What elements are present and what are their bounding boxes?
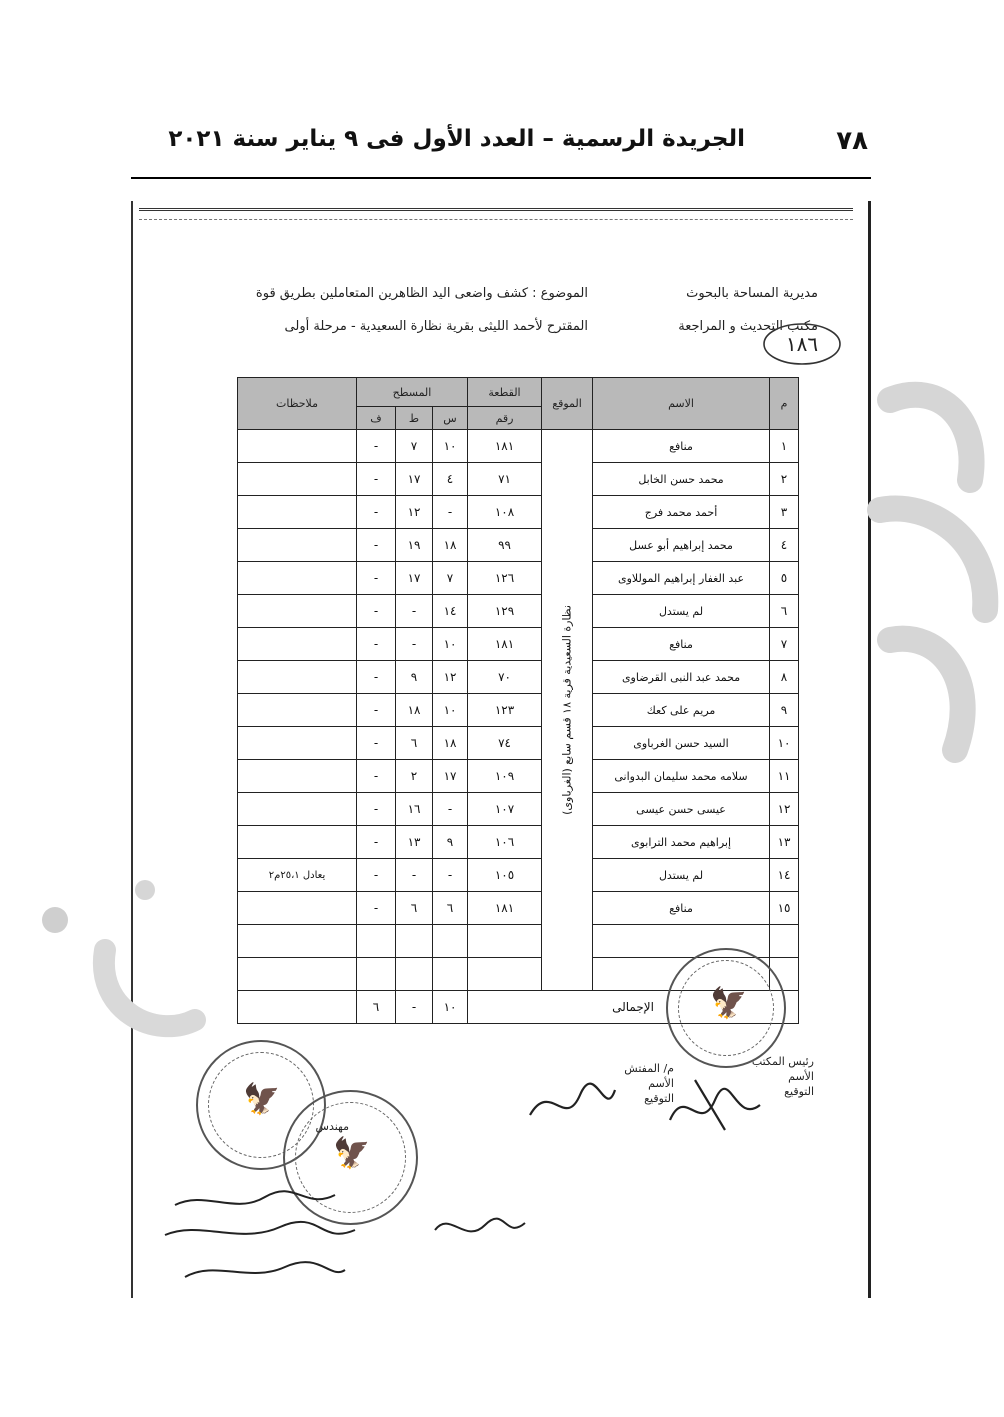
row-note xyxy=(238,892,357,925)
row-area-t: ٢ xyxy=(396,760,433,793)
eagle-emblem-icon: 🦅 xyxy=(710,986,748,1021)
header-no: م xyxy=(770,378,799,430)
handwritten-signature xyxy=(145,1185,545,1295)
row-number: ٦ xyxy=(770,595,799,628)
row-area-f: - xyxy=(357,628,396,661)
row-area-s: ١٧ xyxy=(433,760,468,793)
header-site: الموقع xyxy=(542,378,593,430)
watermark xyxy=(860,360,1004,780)
row-note xyxy=(238,529,357,562)
row-note xyxy=(238,727,357,760)
header-plot: القطعة xyxy=(468,378,542,407)
row-plot: ١٠٩ xyxy=(468,760,542,793)
row-area-s: ٧ xyxy=(433,562,468,595)
handwritten-signature xyxy=(520,1060,780,1140)
row-area-s: - xyxy=(433,859,468,892)
row-area-s: ٦ xyxy=(433,892,468,925)
header-notes: ملاحظات xyxy=(238,378,357,430)
page-number: ٧٨ xyxy=(836,126,868,156)
row-area-s: ١٨ xyxy=(433,529,468,562)
row-plot: ١٠٦ xyxy=(468,826,542,859)
row-area-s: ١٤ xyxy=(433,595,468,628)
row-number: ٨ xyxy=(770,661,799,694)
row-name: أحمد محمد فرج xyxy=(593,496,770,529)
table-row xyxy=(238,628,799,661)
row-name: محمد عبد النبى القرضاوى xyxy=(593,661,770,694)
eagle-emblem-icon: 🦅 xyxy=(243,1082,281,1117)
row-area-t: ١٩ xyxy=(396,529,433,562)
gazette-title: الجريدة الرسمية – العدد الأول فى ٩ يناير سنة ٢٠٢١ xyxy=(168,126,745,152)
row-area-t: ١٣ xyxy=(396,826,433,859)
header-area-f: ف xyxy=(357,407,396,430)
row-note xyxy=(238,760,357,793)
row-number: ٤ xyxy=(770,529,799,562)
row-area-s: ١٠ xyxy=(433,430,468,463)
row-area-f: - xyxy=(357,826,396,859)
row-number: ٢ xyxy=(770,463,799,496)
row-plot: ١٠٧ xyxy=(468,793,542,826)
row-area-t: ٦ xyxy=(396,727,433,760)
table-row xyxy=(238,463,799,496)
row-area-t: ٩ xyxy=(396,661,433,694)
row-note xyxy=(238,958,357,991)
total-area-t: - xyxy=(396,991,433,1024)
row-plot xyxy=(468,958,542,991)
row-area-f: - xyxy=(357,760,396,793)
row-area-s: ١٢ xyxy=(433,661,468,694)
table-row xyxy=(238,760,799,793)
row-area-t: - xyxy=(396,859,433,892)
row-area-s xyxy=(433,958,468,991)
row-plot: ٧٠ xyxy=(468,661,542,694)
scanned-document-border xyxy=(139,208,853,220)
header-area-t: ط xyxy=(396,407,433,430)
row-note: يعادل ٢٥،١م٢ xyxy=(238,859,357,892)
total-area-f: ٦ xyxy=(357,991,396,1024)
table-row xyxy=(238,727,799,760)
row-area-f: - xyxy=(357,694,396,727)
row-name: عبد الغفار إبراهيم الموللاوى xyxy=(593,562,770,595)
row-area-f xyxy=(357,925,396,958)
row-name: عيسى حسن عيسى xyxy=(593,793,770,826)
table-row xyxy=(238,661,799,694)
row-name: منافع xyxy=(593,892,770,925)
row-name: محمد إبراهيم أبو عسل xyxy=(593,529,770,562)
row-area-f xyxy=(357,958,396,991)
row-name: منافع xyxy=(593,430,770,463)
row-name: مريم على كعك xyxy=(593,694,770,727)
eagle-emblem-icon: 🦅 xyxy=(333,1136,371,1171)
row-area-s: ٩ xyxy=(433,826,468,859)
row-plot: ١٨١ xyxy=(468,892,542,925)
row-area-s: ٤ xyxy=(433,463,468,496)
row-area-f: - xyxy=(357,859,396,892)
row-plot: ٧١ xyxy=(468,463,542,496)
row-note xyxy=(238,793,357,826)
directorate-label: مديرية المساحة بالبحوث xyxy=(686,286,818,301)
row-note xyxy=(238,595,357,628)
row-name: لم يستدل xyxy=(593,859,770,892)
handwritten-number xyxy=(760,318,844,368)
proposal-line: المقترح لأحمد الليثى بقرية نظارة السعيدية - مرحلة أولى xyxy=(284,319,588,334)
header-area: المسطح xyxy=(357,378,468,407)
header-name: الاسم xyxy=(593,378,770,430)
row-note xyxy=(238,694,357,727)
row-area-t xyxy=(396,958,433,991)
row-area-s: - xyxy=(433,496,468,529)
row-plot: ١٠٥ xyxy=(468,859,542,892)
row-number: ٥ xyxy=(770,562,799,595)
register-table xyxy=(237,377,799,1024)
site-cell xyxy=(542,430,593,991)
row-number: ١٤ xyxy=(770,859,799,892)
row-area-s: ١٨ xyxy=(433,727,468,760)
row-number xyxy=(770,925,799,958)
row-area-f: - xyxy=(357,463,396,496)
row-note xyxy=(238,661,357,694)
row-area-f: - xyxy=(357,727,396,760)
row-number: ٩ xyxy=(770,694,799,727)
signature-block-chief: رئيس المكتب الأسم التوقيع xyxy=(751,1055,814,1098)
table-row xyxy=(238,694,799,727)
row-note xyxy=(238,496,357,529)
row-plot: ١٨١ xyxy=(468,628,542,661)
table-row xyxy=(238,859,799,892)
table-row xyxy=(238,892,799,925)
total-note xyxy=(238,991,357,1024)
header-plot-number: رقم xyxy=(468,407,542,430)
row-plot: ٩٩ xyxy=(468,529,542,562)
total-label: الإجمالى xyxy=(468,991,799,1024)
row-number: ١٣ xyxy=(770,826,799,859)
row-number: ١٥ xyxy=(770,892,799,925)
row-plot: ١٢٦ xyxy=(468,562,542,595)
row-area-f: - xyxy=(357,430,396,463)
row-plot: ١٠٨ xyxy=(468,496,542,529)
row-number: ١١ xyxy=(770,760,799,793)
row-area-s: - xyxy=(433,793,468,826)
row-plot: ١٨١ xyxy=(468,430,542,463)
table-row xyxy=(238,595,799,628)
subject-line: الموضوع : كشف واضعى اليد الظاهرين المتعاملين بطريق قوة xyxy=(255,286,588,301)
row-plot: ١٢٩ xyxy=(468,595,542,628)
row-area-f: - xyxy=(357,562,396,595)
row-area-f: - xyxy=(357,595,396,628)
row-number: ١ xyxy=(770,430,799,463)
table-row xyxy=(238,826,799,859)
row-area-f: - xyxy=(357,496,396,529)
row-area-s xyxy=(433,925,468,958)
handwritten-number-text: ١٨٦ xyxy=(785,332,819,356)
row-plot: ٧٤ xyxy=(468,727,542,760)
table-row xyxy=(238,793,799,826)
table-row xyxy=(238,529,799,562)
row-area-t xyxy=(396,925,433,958)
row-area-t: ١٨ xyxy=(396,694,433,727)
row-name: إبراهيم محمد الترابوى xyxy=(593,826,770,859)
site-vertical-text: نظارة السعيدية قرية ١٨ قسم سابع (الغرباوى) xyxy=(560,605,574,815)
table-row xyxy=(238,430,799,463)
watermark xyxy=(25,780,225,1080)
table-row xyxy=(238,496,799,529)
row-area-s: ١٠ xyxy=(433,628,468,661)
official-stamp xyxy=(666,948,786,1068)
row-name: السيد حسن الغرباوى xyxy=(593,727,770,760)
row-area-t: ١٦ xyxy=(396,793,433,826)
row-area-t: ١٧ xyxy=(396,562,433,595)
row-area-f: - xyxy=(357,661,396,694)
table-row xyxy=(238,562,799,595)
signature-block-engineer: مهندس xyxy=(315,1120,349,1133)
row-name: سلامه محمد سليمان البدوانى xyxy=(593,760,770,793)
row-name: محمد حسن الخابل xyxy=(593,463,770,496)
total-area-s: ١٠ xyxy=(433,991,468,1024)
row-number: ١٠ xyxy=(770,727,799,760)
row-area-f: - xyxy=(357,793,396,826)
row-area-s: ١٠ xyxy=(433,694,468,727)
header-area-s: س xyxy=(433,407,468,430)
row-area-t: ٧ xyxy=(396,430,433,463)
row-plot xyxy=(468,925,542,958)
row-name: لم يستدل xyxy=(593,595,770,628)
row-note xyxy=(238,562,357,595)
row-area-t: ١٢ xyxy=(396,496,433,529)
register-body xyxy=(238,430,799,1024)
row-area-t: ١٧ xyxy=(396,463,433,496)
row-number: ٧ xyxy=(770,628,799,661)
row-note xyxy=(238,463,357,496)
row-area-t: - xyxy=(396,595,433,628)
row-name: منافع xyxy=(593,628,770,661)
row-note xyxy=(238,826,357,859)
row-area-t: - xyxy=(396,628,433,661)
row-note xyxy=(238,628,357,661)
signature-block-inspector: م/ المفتش الأسم التوقيع xyxy=(624,1062,674,1105)
row-note xyxy=(238,925,357,958)
row-number: ٣ xyxy=(770,496,799,529)
row-plot: ١٢٣ xyxy=(468,694,542,727)
row-area-t: ٦ xyxy=(396,892,433,925)
row-area-f: - xyxy=(357,892,396,925)
header-rule xyxy=(131,177,871,179)
office-label: مكتب التحديث و المراجعة xyxy=(678,319,818,334)
row-area-f: - xyxy=(357,529,396,562)
row-number: ١٢ xyxy=(770,793,799,826)
row-note xyxy=(238,430,357,463)
